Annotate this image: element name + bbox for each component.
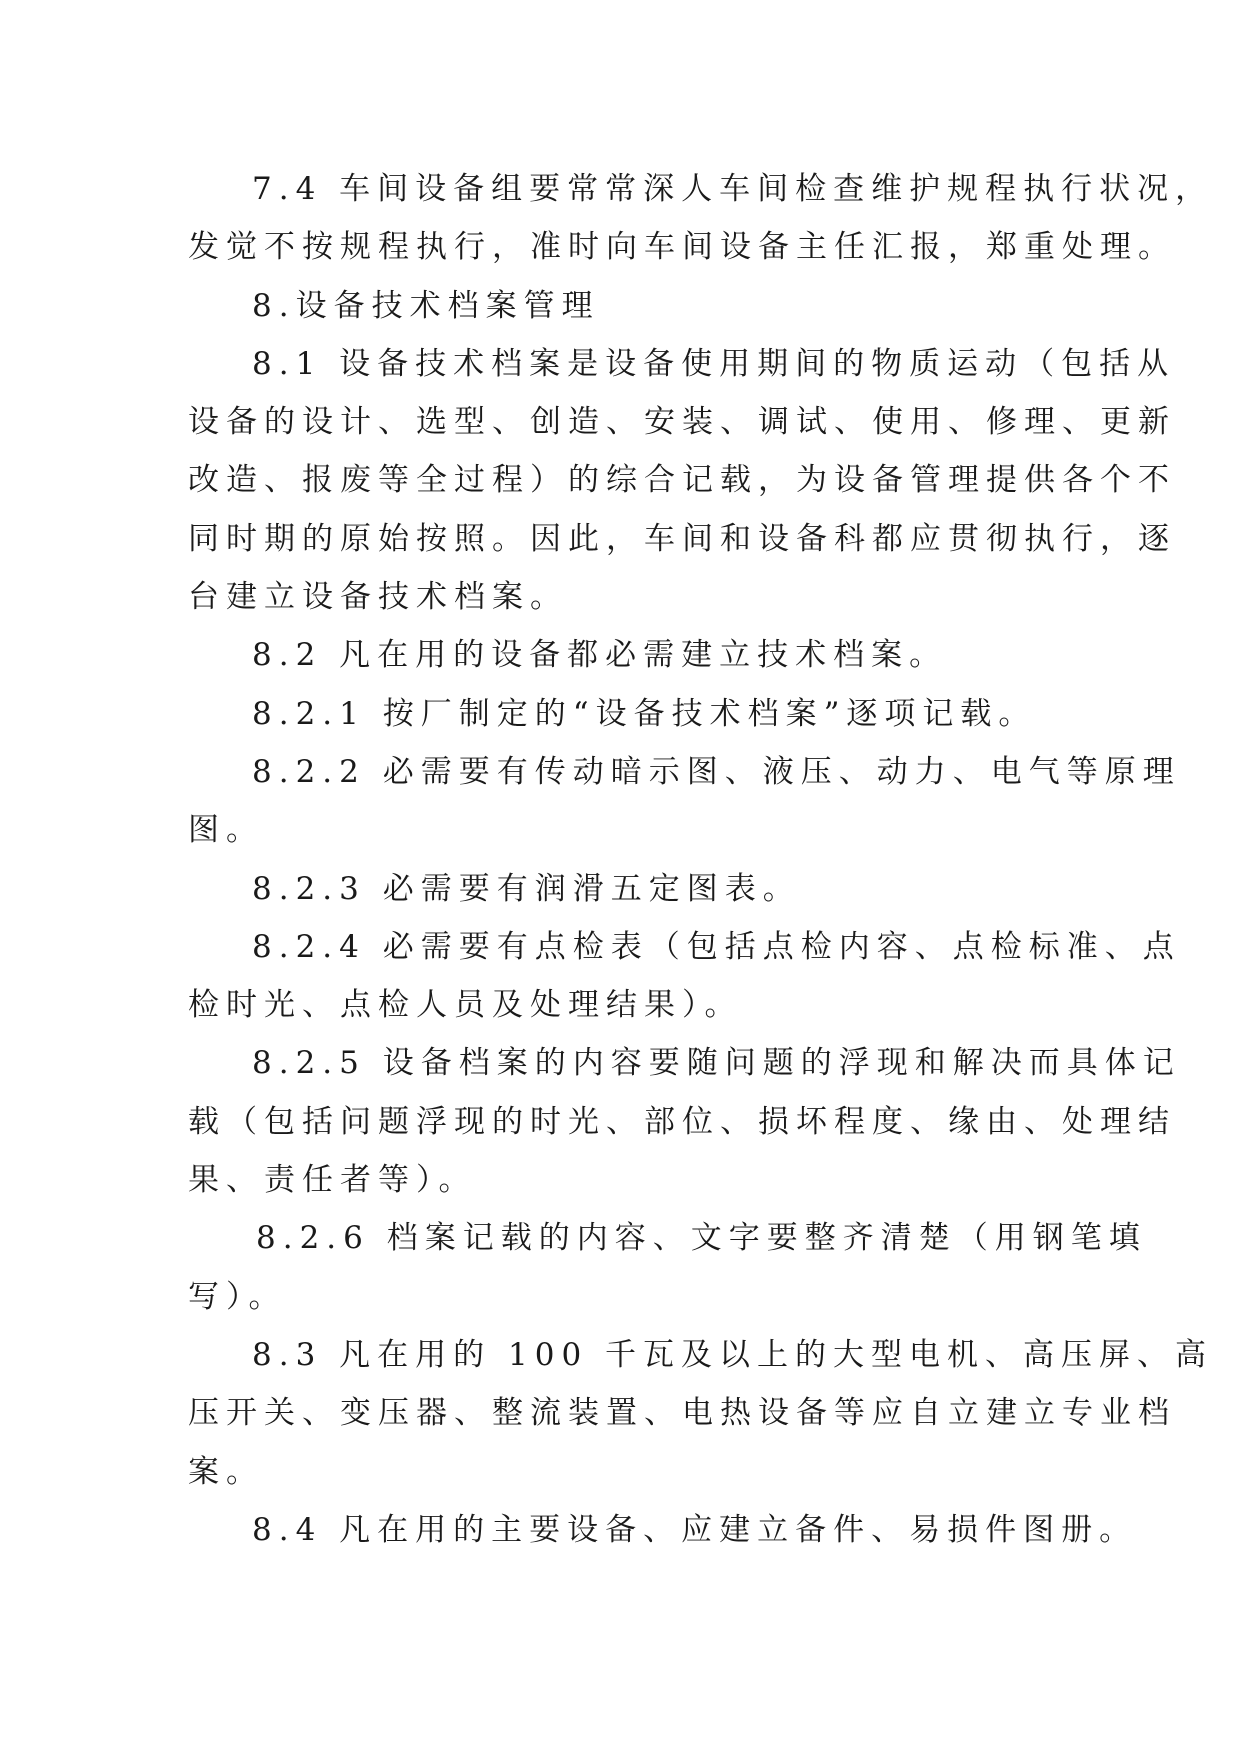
text-line: 8.2.5 设备档案的内容要随问题的浮现和解决而具体记 bbox=[252, 1045, 1181, 1082]
text-line: 设备的设计、选型、创造、安装、调试、使用、修理、更新 bbox=[188, 404, 1176, 441]
text-line: 载（包括问题浮现的时光、部位、损坏程度、缘由、处理结 bbox=[188, 1103, 1176, 1140]
text-line: 发觉不按规程执行，准时向车间设备主任汇报，郑重处理。 bbox=[188, 229, 1176, 266]
text-line: 压开关、变压器、整流装置、电热设备等应自立建立专业档 bbox=[188, 1395, 1176, 1432]
text-line: 8.2.6 档案记载的内容、文字要整齐清楚（用钢笔填 bbox=[256, 1220, 1147, 1257]
section-heading: 8.设备技术档案管理 bbox=[252, 287, 600, 324]
text-line: 案。 bbox=[188, 1453, 264, 1490]
text-line: 同时期的原始按照。因此，车间和设备科都应贯彻执行，逐 bbox=[188, 520, 1176, 557]
text-line: 8.2.3 必需要有润滑五定图表。 bbox=[252, 870, 801, 907]
text-line: 8.4 凡在用的主要设备、应建立备件、易损件图册。 bbox=[252, 1511, 1138, 1548]
text-line: 8.2.1 按厂制定的“设备技术档案”逐项记载。 bbox=[252, 695, 1037, 732]
text-line: 8.2 凡在用的设备都必需建立技术档案。 bbox=[252, 637, 948, 674]
text-line: 8.1 设备技术档案是设备使用期间的物质运动（包括从 bbox=[252, 345, 1176, 382]
text-line: 果、责任者等）。 bbox=[188, 1162, 477, 1199]
text-line: 检时光、点检人员及处理结果）。 bbox=[188, 987, 743, 1024]
text-line: 图。 bbox=[188, 812, 264, 849]
text-line: 台建立设备技术档案。 bbox=[188, 579, 568, 616]
text-line: 7.4 车间设备组要常常深人车间检查维护规程执行状况， bbox=[252, 171, 1214, 207]
document-body bbox=[188, 160, 1214, 1559]
text-line: 8.2.4 必需要有点检表（包括点检内容、点检标准、点 bbox=[252, 928, 1181, 965]
text-line: 8.2.2 必需要有传动暗示图、液压、动力、电气等原理 bbox=[252, 753, 1181, 790]
text-line: 写）。 bbox=[188, 1278, 287, 1315]
text-line: 改造、报废等全过程）的综合记载，为设备管理提供各个不 bbox=[188, 462, 1176, 499]
text-line: 8.3 凡在用的 100 千瓦及以上的大型电机、高压屏、高 bbox=[252, 1336, 1214, 1373]
